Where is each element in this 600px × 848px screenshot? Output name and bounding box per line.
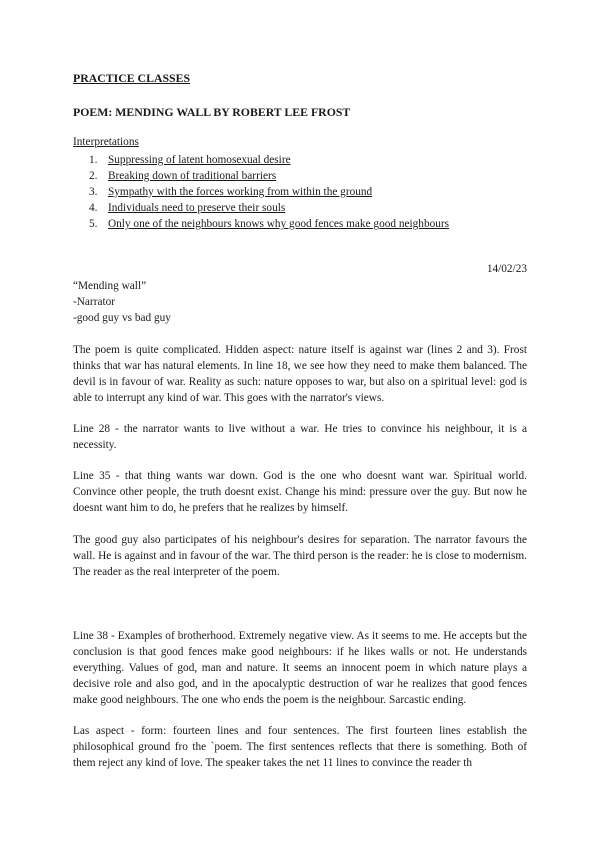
- date: 14/02/23: [486, 263, 527, 275]
- list-item-text: Individuals need to preserve their souls: [108, 202, 286, 214]
- list-item-text: Breaking down of traditional barriers: [108, 170, 277, 182]
- note-line: -Narrator: [73, 296, 116, 308]
- list-item-text: Only one of the neighbours knows why good fences make good neighbours: [108, 218, 450, 230]
- poem-title: POEM: MENDING WALL BY ROBERT LEE FROST: [73, 105, 351, 119]
- paragraph: Line 35 - that thing wants war down. God is the one who doesnt want war. Spiritual world. Convince other people, the truth doesnt exist. Change his mind: pressure over the guy. But now he doesnt want him to do, he prefers that he realizes by himself.: [73, 470, 527, 514]
- paragraph: Las aspect - form: fourteen lines and four sentences. The first fourteen lines establish the philosophical ground fro the `poem. The first sentences reflects that there is something. Both of them reject any kind of love. The speaker takes the net 11 lines to convince the reader th: [73, 725, 527, 769]
- paragraph: The poem is quite complicated. Hidden aspect: nature itself is against war (lines 2 and 3). Frost thinks that war has natural elements. In line 18, we see how they need to make them balanced. The devil is in favour of war. Reality as such: nature opposes to war, but also on a spiritual level: god is able to interrupt any kind of war. This goes with the narrator's views.: [73, 344, 527, 404]
- list-item-text: Suppressing of latent homosexual desire: [108, 154, 291, 166]
- list-item-number: 3.: [89, 186, 98, 198]
- list-item-number: 1.: [89, 154, 98, 166]
- paragraph: The good guy also participates of his neighbour's desires for separation. The narrator favours the wall. He is against and in favour of the war. The third person is the reader: he is close to modernism. The reader as the real interpreter of the poem.: [73, 534, 527, 578]
- paragraph: Line 38 - Examples of brotherhood. Extremely negative view. As it seems to me. He accepts but the conclusion is that good fences make good neighbours: if he likes walls or not. He understands everything. Values of god, man and nature. It seems an innocent poem in which nature plays a decisive role and also god, and in the apocalyptic destruction of war he realizes that good fences make good neighbours. The one who ends the poem is the neighbour. Sarcastic ending.: [73, 630, 527, 706]
- list-item-number: 2.: [89, 170, 98, 182]
- note-line: “Mending wall”: [73, 280, 147, 292]
- list-item-text: Sympathy with the forces working from within the ground: [108, 186, 373, 198]
- list-item-number: 5.: [89, 218, 98, 230]
- interpretations-heading: Interpretations: [73, 136, 139, 148]
- document-title: PRACTICE CLASSES: [73, 71, 191, 85]
- notes-block: [73, 278, 171, 326]
- note-line: -good guy vs bad guy: [73, 312, 171, 324]
- list-item-number: 4.: [89, 202, 98, 214]
- paragraph: Line 28 - the narrator wants to live without a war. He tries to convince his neighbour, it is a necessity.: [73, 423, 527, 451]
